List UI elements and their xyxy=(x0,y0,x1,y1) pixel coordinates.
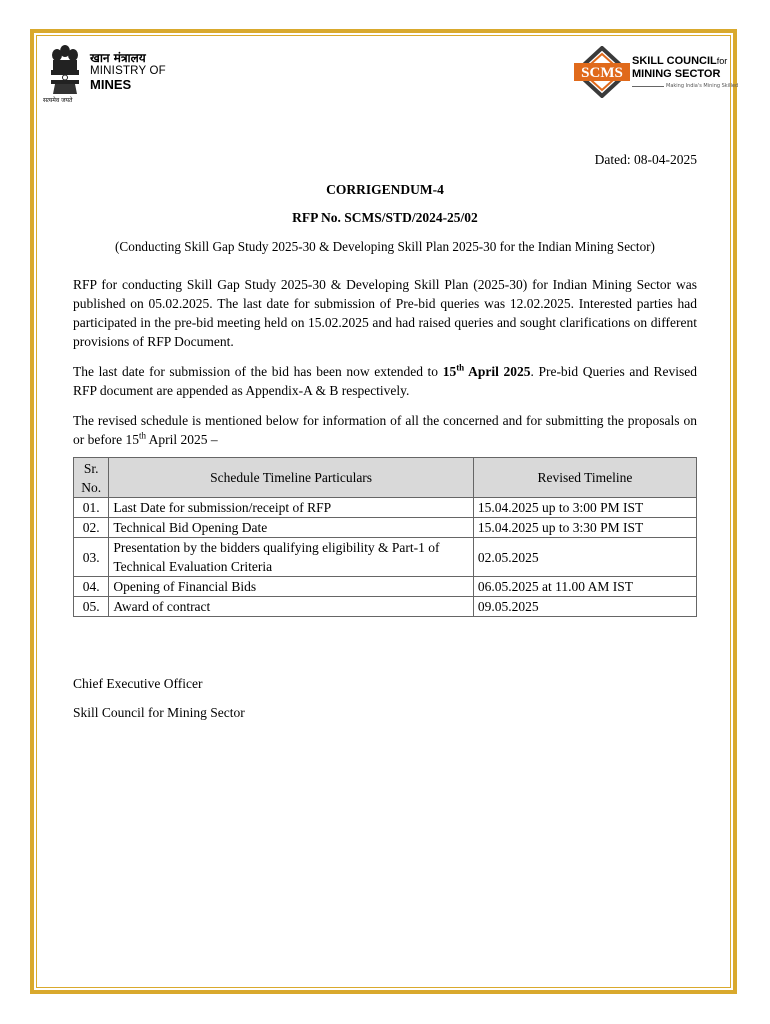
row-particular: Presentation by the bidders qualifying eligibility & Part-1 of Technical Evaluation Criteria xyxy=(109,538,474,577)
rfp-subtitle: (Conducting Skill Gap Study 2025-30 & Developing Skill Plan 2025-30 for the Indian Mining Sector) xyxy=(115,239,655,254)
table-row xyxy=(74,577,697,597)
paragraph-extension xyxy=(73,362,697,400)
table-row xyxy=(74,498,697,518)
ministry-name-line2: MINES xyxy=(90,77,132,92)
header-sr-no: Sr. No. xyxy=(74,458,109,498)
signatory-designation: Chief Executive Officer xyxy=(73,676,203,691)
dated-line: Dated: 08-04-2025 xyxy=(594,152,697,167)
header-revised-timeline: Revised Timeline xyxy=(473,458,696,498)
scms-name-main: SKILL COUNCIL xyxy=(632,55,717,67)
table-row xyxy=(74,538,697,577)
signatory-organisation: Skill Council for Mining Sector xyxy=(73,705,245,720)
paragraph-background: RFP for conducting Skill Gap Study 2025-30 & Developing Skill Plan (2025-30) for Indian Mining Sector was published on 05.02.2025. The last date for submission of Pre-bid queries was 12.02.2025. Interested parties had participated in the pre-bid meeting held on 15.02.2025 and had raised queries and sought clarifications on different provisions of RFP Document. xyxy=(73,277,697,349)
table-row xyxy=(74,597,697,617)
row-sr: 03. xyxy=(74,538,109,577)
row-timeline: 15.04.2025 up to 3:30 PM IST xyxy=(473,518,696,538)
scms-name-line1 xyxy=(632,55,727,67)
row-timeline: 02.05.2025 xyxy=(473,538,696,577)
scms-abbrev: SCMS xyxy=(581,65,623,81)
para3-sup: th xyxy=(138,430,146,441)
scms-tagline: Making India's Mining Skilled xyxy=(666,83,739,89)
national-emblem-icon xyxy=(46,44,84,96)
table-header-row xyxy=(74,458,697,498)
row-particular: Opening of Financial Bids xyxy=(109,577,474,597)
extended-date-rest: April 2025 xyxy=(464,364,531,379)
para2-text-before: The last date for submission of the bid has been now extended to xyxy=(73,364,443,379)
corrigendum-title: CORRIGENDUM-4 xyxy=(326,182,444,197)
revised-schedule-table xyxy=(73,457,697,617)
scms-name-for: for xyxy=(716,56,728,66)
row-sr: 05. xyxy=(74,597,109,617)
row-timeline: 15.04.2025 up to 3:00 PM IST xyxy=(473,498,696,518)
row-timeline: 09.05.2025 xyxy=(473,597,696,617)
table-row xyxy=(74,518,697,538)
ministry-name-hindi: खान मंत्रालय xyxy=(90,51,146,65)
row-particular: Award of contract xyxy=(109,597,474,617)
para2-text-after: . Pre-bid Queries and Revised RFP document are appended as Appendix-A & B respectively. xyxy=(73,364,698,398)
rfp-number: RFP No. SCMS/STD/2024-25/02 xyxy=(292,210,478,225)
row-particular: Technical Bid Opening Date xyxy=(109,518,474,538)
header-particulars: Schedule Timeline Particulars xyxy=(109,458,474,498)
extended-date xyxy=(443,364,531,379)
row-sr: 04. xyxy=(74,577,109,597)
scms-logo-icon xyxy=(574,46,630,98)
row-particular: Last Date for submission/receipt of RFP xyxy=(109,498,474,518)
para3-text-after: April 2025 – xyxy=(146,432,218,447)
scms-tagline-rule xyxy=(632,86,664,87)
paragraph-schedule-intro xyxy=(73,411,697,449)
row-sr: 01. xyxy=(74,498,109,518)
scms-name-line2: MINING SECTOR xyxy=(632,68,721,80)
row-timeline: 06.05.2025 at 11.00 AM IST xyxy=(473,577,696,597)
ministry-name-line1: MINISTRY OF xyxy=(90,65,166,77)
extended-date-sup: th xyxy=(456,362,465,373)
extended-date-day: 15 xyxy=(442,364,457,379)
emblem-motto: सत्यमेव जयते xyxy=(43,97,73,104)
row-sr: 02. xyxy=(74,518,109,538)
para3-text-before: The revised schedule is mentioned below for information of all the concerned and for submitting the proposals on or before 15 xyxy=(73,413,697,447)
